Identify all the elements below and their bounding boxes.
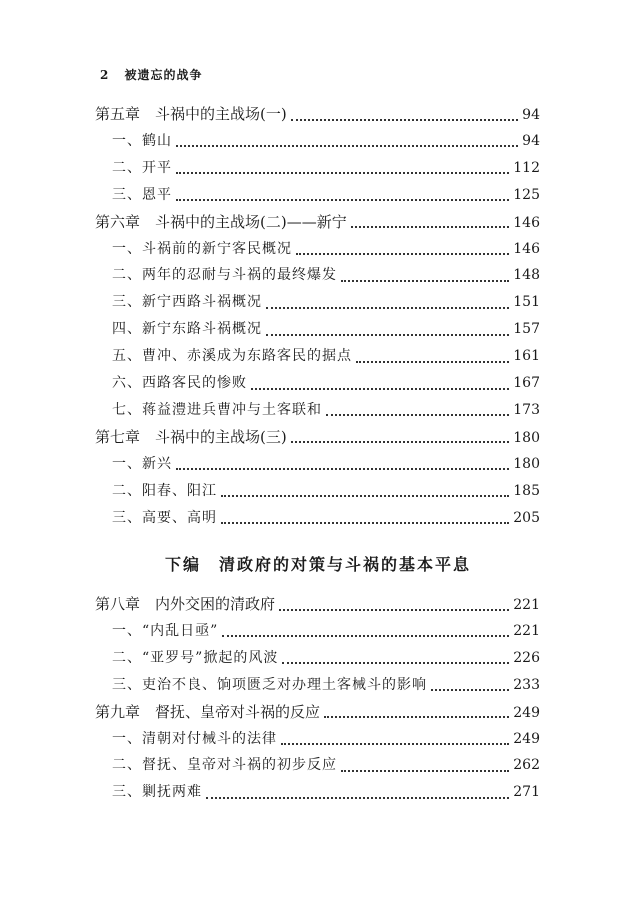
toc-section-entry <box>112 480 540 506</box>
leader-dots <box>251 387 509 390</box>
leader-dots <box>266 333 509 336</box>
toc-entry-page: 205 <box>513 509 540 526</box>
toc-chapter-entry <box>95 426 540 452</box>
toc-entry-label: 第七章 斗祸中的主战场(三) <box>95 427 287 446</box>
toc-section-entry <box>112 399 540 425</box>
toc-entry-page: 161 <box>513 348 540 365</box>
toc-section-entry <box>112 620 540 646</box>
toc-entry-label: 三、新宁西路斗祸概况 <box>112 294 262 311</box>
toc-entry-label: 二、开平 <box>112 159 172 176</box>
leader-dots <box>281 742 509 745</box>
toc-entry-page: 125 <box>513 186 540 203</box>
leader-dots <box>341 769 509 772</box>
toc-entry-label: 二、两年的忍耐与斗祸的最终爆发 <box>112 267 337 284</box>
leader-dots <box>341 279 509 282</box>
toc-entry-label: 二、督抚、皇帝对斗祸的初步反应 <box>112 757 337 774</box>
toc-entry-page: 233 <box>513 676 540 693</box>
leader-dots <box>222 634 509 637</box>
toc-entry-label: 第六章 斗祸中的主战场(二)——新宁 <box>95 212 347 231</box>
toc-entry-page: 221 <box>513 622 540 639</box>
toc-entry-label: 一、鹤山 <box>112 132 172 149</box>
toc-entry-page: 221 <box>513 597 540 613</box>
toc-section-entry <box>112 184 540 210</box>
toc-entry-label: 七、蒋益澧进兵曹冲与土客联和 <box>112 401 322 418</box>
header-page-number: 2 <box>100 68 110 82</box>
toc-entry-label: 三、恩平 <box>112 186 172 203</box>
toc-section-entry <box>112 318 540 344</box>
leader-dots <box>221 494 509 497</box>
toc-entry-page: 167 <box>513 375 540 391</box>
toc-section-entry <box>112 238 540 264</box>
toc-chapter-entry <box>95 701 540 727</box>
toc-section-entry <box>112 647 540 673</box>
part-title: 清政府的对策与斗祸的基本平息 <box>219 555 472 574</box>
leader-dots <box>176 198 509 201</box>
toc-entry-page: 148 <box>513 267 540 284</box>
toc-section-entry <box>112 130 540 156</box>
toc-entry-page: 271 <box>513 784 540 801</box>
toc-entry-label: 二、“亚罗号”掀起的风波 <box>112 649 279 666</box>
toc-entry-page: 180 <box>513 455 540 472</box>
toc-section-entry <box>112 507 540 533</box>
leader-dots <box>279 608 509 611</box>
running-header <box>100 66 203 83</box>
toc-section-entry <box>112 291 540 317</box>
toc-entry-label: 一、“内乱日亟” <box>112 622 219 639</box>
toc-section-entry <box>112 453 540 479</box>
toc-entry-label: 一、斗祸前的新宁客民概况 <box>112 240 292 257</box>
toc-entry-page: 226 <box>513 649 540 666</box>
part-heading <box>165 552 525 575</box>
toc-entry-label: 第五章 斗祸中的主战场(一) <box>95 105 287 123</box>
leader-dots <box>296 252 509 255</box>
toc-section-entry <box>112 372 540 398</box>
toc-entry-page: 249 <box>513 704 540 721</box>
toc-entry-page: 262 <box>513 757 540 774</box>
leader-dots <box>431 688 509 691</box>
toc-entry-page: 94 <box>522 132 540 149</box>
leader-dots <box>356 360 509 363</box>
toc-entry-label: 一、新兴 <box>112 455 172 472</box>
leader-dots <box>351 225 510 228</box>
toc-entry-page: 185 <box>513 482 540 499</box>
toc-entry-label: 一、清朝对付械斗的法律 <box>112 730 277 747</box>
toc-entry-page: 146 <box>513 240 540 257</box>
leader-dots <box>324 715 509 718</box>
toc-chapter-entry <box>95 211 540 237</box>
toc-entry-page: 173 <box>513 401 540 418</box>
toc-chapter-entry <box>95 593 540 619</box>
toc-section-entry <box>112 781 540 807</box>
toc-chapter-entry <box>95 103 540 129</box>
toc-entry-label: 二、阳春、阳江 <box>112 482 217 499</box>
leader-dots <box>176 144 518 147</box>
leader-dots <box>291 440 510 443</box>
toc-entry-page: 180 <box>513 429 540 446</box>
leader-dots <box>221 521 509 524</box>
toc-entry-label: 四、新宁东路斗祸概况 <box>112 321 262 338</box>
leader-dots <box>266 306 509 309</box>
header-book-title: 被遗忘的战争 <box>124 68 203 82</box>
toc-entry-label: 三、高要、高明 <box>112 509 217 526</box>
toc-section-entry <box>112 728 540 754</box>
leader-dots <box>326 413 509 416</box>
leader-dots <box>176 171 509 174</box>
toc-entry-label: 第九章 督抚、皇帝对斗祸的反应 <box>95 702 321 721</box>
toc-section-entry <box>112 674 540 700</box>
toc-section-entry <box>112 345 540 371</box>
toc-entry-label: 第八章 内外交困的清政府 <box>95 595 276 613</box>
part-prefix: 下编 <box>165 555 202 574</box>
toc-entry-page: 146 <box>513 214 540 231</box>
toc-entry-page: 112 <box>513 159 540 176</box>
leader-dots <box>282 661 509 664</box>
toc-section-entry <box>112 157 540 183</box>
toc-entry-label: 三、吏治不良、饷项匮乏对办理土客械斗的影响 <box>112 676 427 693</box>
toc-entry-page: 249 <box>513 730 540 747</box>
toc-section-entry <box>112 754 540 780</box>
leader-dots <box>206 796 509 799</box>
toc-entry-label: 六、西路客民的惨败 <box>112 375 247 391</box>
toc-entry-page: 151 <box>513 294 540 311</box>
toc-section-entry <box>112 264 540 290</box>
leader-dots <box>176 467 509 470</box>
leader-dots <box>291 118 518 121</box>
toc-entry-page: 157 <box>513 321 540 338</box>
toc-entry-label: 三、剿抚两难 <box>112 784 202 801</box>
toc-entry-page: 94 <box>522 107 540 123</box>
toc-entry-label: 五、曹冲、赤溪成为东路客民的据点 <box>112 348 352 365</box>
